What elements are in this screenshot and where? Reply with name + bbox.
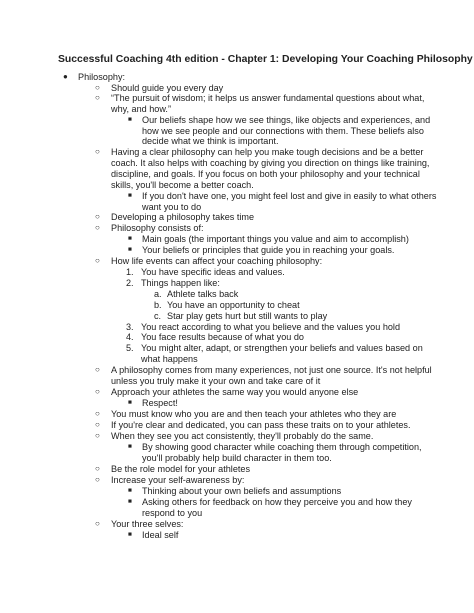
list-marker: ■	[128, 531, 132, 538]
list-item-text: How life events can affect your coaching philosophy:	[111, 256, 323, 266]
list-item-text: Should guide you every day	[111, 83, 224, 93]
list-item-text: You might alter, adapt, or strengthen your beliefs and values based on	[141, 343, 423, 353]
list-item-text: Things happen like:	[141, 278, 220, 288]
list-marker: ■	[128, 487, 132, 494]
list-marker: ■	[128, 498, 132, 505]
list-item-text: Ideal self	[142, 530, 179, 540]
list-marker: ○	[95, 256, 100, 265]
list-item-text: unless you truly make it your own and take care of it	[111, 376, 321, 386]
list-marker: ○	[95, 93, 100, 102]
list-item-text: how we see people and our connections with them. These beliefs also	[142, 126, 424, 136]
list-item-text: You have an opportunity to cheat	[167, 300, 300, 310]
list-item-text: Your beliefs or principles that guide you in reaching your goals.	[142, 245, 395, 255]
list-item-text: decide what we think is important.	[142, 136, 279, 146]
list-marker: ■	[128, 443, 132, 450]
list-item-text: why, and how.”	[111, 104, 171, 114]
list-item-text: You react according to what you believe and the values you hold	[141, 322, 401, 332]
list-marker: a.	[154, 289, 162, 299]
list-item-text: You have specific ideas and values.	[141, 267, 285, 277]
list-item-text: coach. It also helps with coaching by giving you direction on things like training,	[111, 158, 430, 168]
list-marker: ○	[95, 409, 100, 418]
list-item-text: Be the role model for your athletes	[111, 464, 251, 474]
list-item-text: Developing a philosophy takes time	[111, 212, 255, 222]
list-marker: 5.	[126, 343, 134, 353]
list-marker: ●	[63, 72, 68, 81]
list-item-text: “The pursuit of wisdom; it helps us answer fundamental questions about what,	[111, 93, 425, 103]
list-item-text: Asking others for feedback on how they perceive you and how they	[142, 497, 412, 507]
document-title: Successful Coaching 4th edition - Chapter 1: Developing Your Coaching Philosophy	[58, 54, 473, 65]
list-marker: 4.	[126, 332, 134, 342]
list-marker: ○	[95, 464, 100, 473]
list-marker: ■	[128, 235, 132, 242]
list-marker: ○	[95, 387, 100, 396]
list-marker: b.	[154, 300, 162, 310]
list-marker: 1.	[126, 267, 134, 277]
list-marker: ○	[95, 147, 100, 156]
list-item-text: Having a clear philosophy can help you make tough decisions and be a better	[111, 147, 424, 157]
list-item-text: you'll probably help build character in them too.	[142, 453, 332, 463]
list-item-text: Thinking about your own beliefs and assumptions	[142, 486, 342, 496]
list-item-text: Philosophy consists of:	[111, 223, 204, 233]
list-item-text: Star play gets hurt but still wants to play	[167, 311, 328, 321]
list-item-text: discipline, and goals. If you focus on both your philosophy and your technical	[111, 169, 420, 179]
list-marker: ■	[128, 192, 132, 199]
list-marker: ○	[95, 519, 100, 528]
list-marker: ○	[95, 212, 100, 221]
list-item-text: Your three selves:	[111, 519, 184, 529]
list-marker: ○	[95, 431, 100, 440]
list-marker: ■	[128, 399, 132, 406]
list-marker: 2.	[126, 278, 134, 288]
list-item-text: Respect!	[142, 398, 178, 408]
list-marker: ■	[128, 246, 132, 253]
list-marker: ○	[95, 83, 100, 92]
list-item-text: A philosophy comes from many experiences, not just one source. It's not helpful	[111, 365, 432, 375]
list-item-text: what happens	[141, 354, 198, 364]
list-item-text: respond to you	[142, 508, 203, 518]
list-item-text: want you to do	[142, 202, 202, 212]
list-item-text: Main goals (the important things you value and aim to accomplish)	[142, 234, 409, 244]
list-item-text: By showing good character while coaching them through competition,	[142, 442, 422, 452]
list-item-text: When they see you act consistently, they'll probably do the same.	[111, 431, 374, 441]
list-item-text: If you're clear and dedicated, you can pass these traits on to your athletes.	[111, 420, 411, 430]
list-marker: 3.	[126, 322, 134, 332]
list-item-text: Philosophy:	[78, 72, 126, 82]
list-item-text: If you don't have one, you might feel lost and give in easily to what others	[142, 191, 437, 201]
list-item-text: You face results because of what you do	[141, 332, 304, 342]
list-item-text: Approach your athletes the same way you would anyone else	[111, 387, 359, 397]
list-marker: ○	[95, 365, 100, 374]
list-item-text: You must know who you are and then teach your athletes who they are	[111, 409, 397, 419]
list-item-text: skills, you'll become a better coach.	[111, 180, 254, 190]
list-marker: c.	[154, 311, 162, 321]
list-marker: ○	[95, 420, 100, 429]
list-item-text: Increase your self-awareness by:	[111, 475, 245, 485]
list-marker: ■	[128, 116, 132, 123]
list-marker: ○	[95, 223, 100, 232]
list-item-text: Our beliefs shape how we see things, like objects and experiences, and	[142, 115, 431, 125]
list-item-text: Athlete talks back	[167, 289, 239, 299]
list-marker: ○	[95, 475, 100, 484]
